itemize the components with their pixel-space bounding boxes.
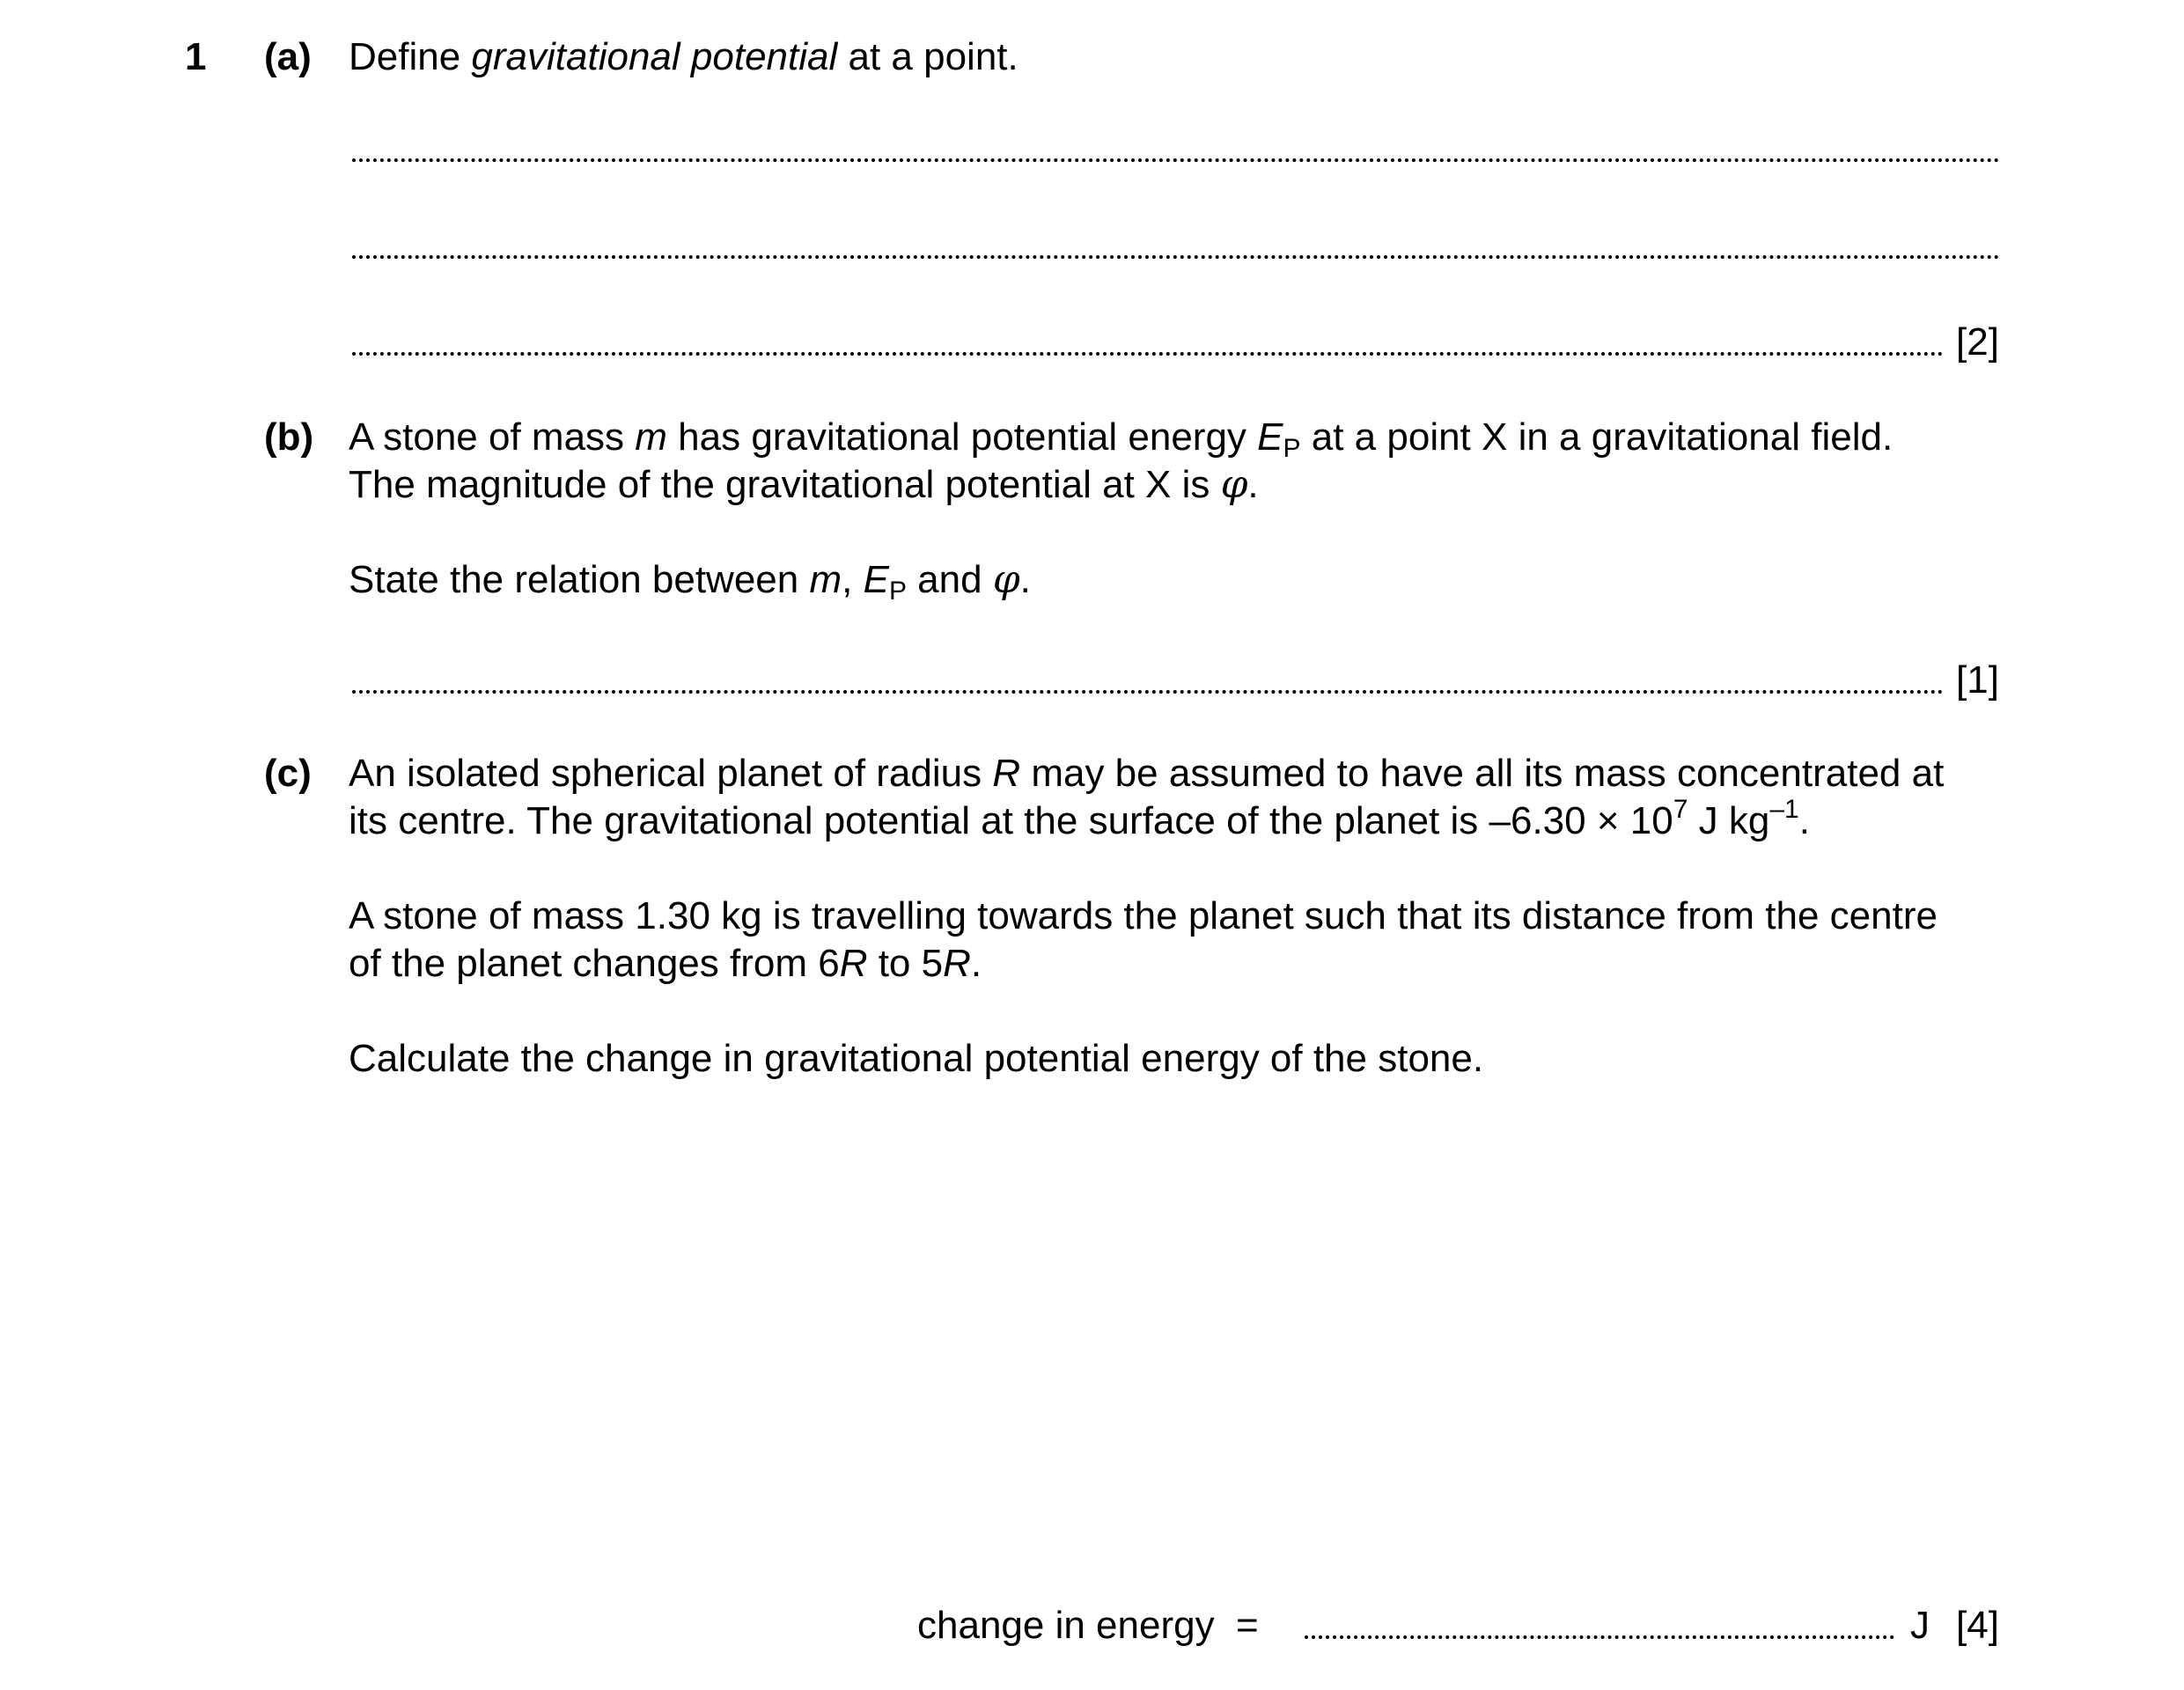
answer-label: change in energy = [917, 1604, 1259, 1647]
part-c-label: (c) [264, 752, 312, 795]
part-a-prompt: Define gravitational potential at a point. [349, 35, 1018, 78]
part-b-label: (b) [264, 415, 314, 459]
working-space[interactable] [349, 1100, 2004, 1558]
part-b-marks: [1] [1956, 658, 1999, 702]
part-b-instruction: State the relation between m, $E_P$ and φ. [349, 557, 1031, 606]
part-b-line-2: The magnitude of the gravitational potential at X is φ. [349, 462, 1259, 507]
part-c-instruction: Calculate the change in gravitational potential energy of the stone. [349, 1037, 1484, 1080]
answer-line-c[interactable] [1305, 1635, 1894, 1639]
part-c-line-3: A stone of mass 1.30 kg is travelling towards the planet such that its distance from the centre [349, 894, 1938, 937]
answer-line-a-1[interactable] [352, 158, 2000, 162]
question-number: 1 [185, 35, 207, 78]
part-c-line-4: of the planet changes from 6R to 5R. [349, 942, 982, 985]
part-c-marks: [4] [1956, 1604, 1999, 1647]
answer-line-a-2[interactable] [352, 255, 2000, 259]
part-a-marks: [2] [1956, 320, 1999, 364]
part-a-label: (a) [264, 35, 312, 78]
answer-unit: J [1910, 1604, 1930, 1647]
answer-line-b-1[interactable] [352, 690, 1944, 694]
part-c-line-1: An isolated spherical planet of radius R may be assumed to have all its mass concentrated at [349, 752, 1945, 795]
part-b-line-1: A stone of mass m has gravitational potential energy $E_P$ at a point X in a gravitational field. [349, 415, 1894, 463]
part-c-line-2: its centre. The gravitational potential at the surface of the planet is $-6.30 \times 10^7$ J $kg^{-1}$. [349, 795, 1810, 842]
answer-line-a-3[interactable] [352, 352, 1944, 356]
